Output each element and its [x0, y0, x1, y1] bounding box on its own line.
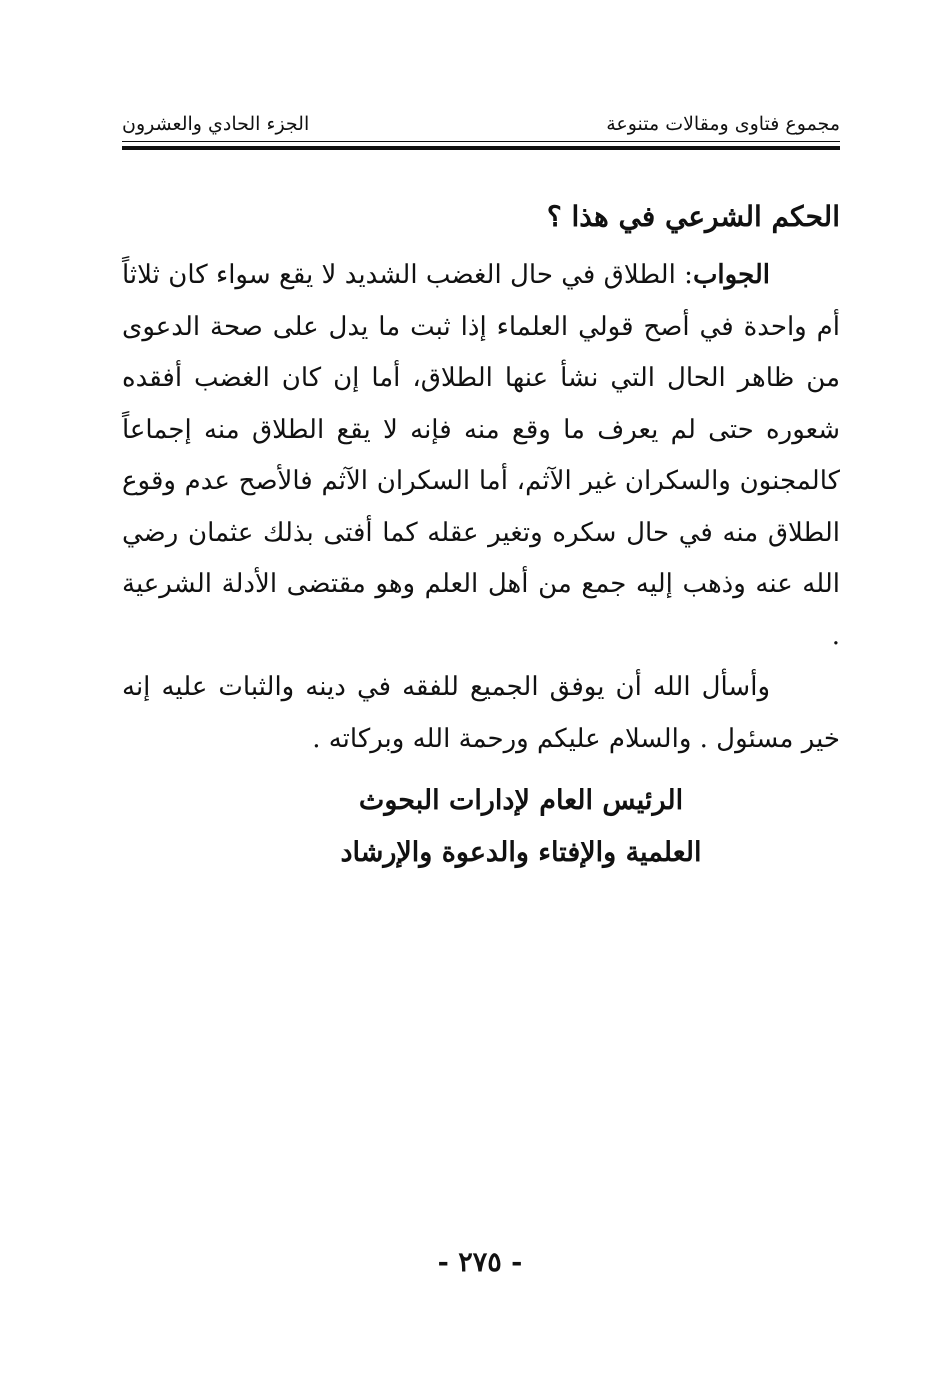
answer-label: الجواب	[692, 260, 771, 290]
header-rule-thick	[122, 146, 840, 150]
page-content	[122, 190, 840, 879]
signature-block	[122, 775, 840, 879]
answer-paragraph	[122, 250, 840, 662]
closing-paragraph: وأسأل الله أن يوفق الجميع للفقه في دينه والثبات عليه إنه خير مسئول . والسلام عليكم ورحمة الله وبركاته .	[122, 672, 840, 754]
header-rule-thin	[122, 141, 840, 142]
volume-title: الجزء الحادي والعشرون	[122, 113, 310, 135]
answer-body: الطلاق في حال الغضب الشديد لا يقع سواء كان ثلاثاً أم واحدة في أصح قولي العلماء إذا ثبت ما يدل على صحة الدعوى من ظاهر الحال التي نشأ عنها الطلاق، أما إن كان الغضب أفقده شعوره حتى لم يعرف ما وقع منه فإنه لا يقع الطلاق منه إجماعاً كالمجنون والسكران غير الآثم، أما السكران الآثم فالأصح عدم وقوع الطلاق منه في حال سكره وتغير عقله كما أفتى بذلك عثمان رضي الله عنه وذهب إليه جمع من أهل العلم وهو مقتضى الأدلة الشرعية .	[122, 260, 840, 651]
answer-separator: :	[675, 260, 693, 290]
signature-line-1: الرئيس العام لإدارات البحوث	[358, 785, 684, 816]
page-number: - ٢٧٥ -	[437, 1247, 523, 1278]
book-title: مجموع فتاوى ومقالات متنوعة	[606, 113, 840, 135]
question-heading: الحكم الشرعي في هذا ؟	[546, 200, 840, 233]
running-header	[122, 108, 840, 140]
signature-line-2: العلمية والإفتاء والدعوة والإرشاد	[340, 837, 702, 868]
